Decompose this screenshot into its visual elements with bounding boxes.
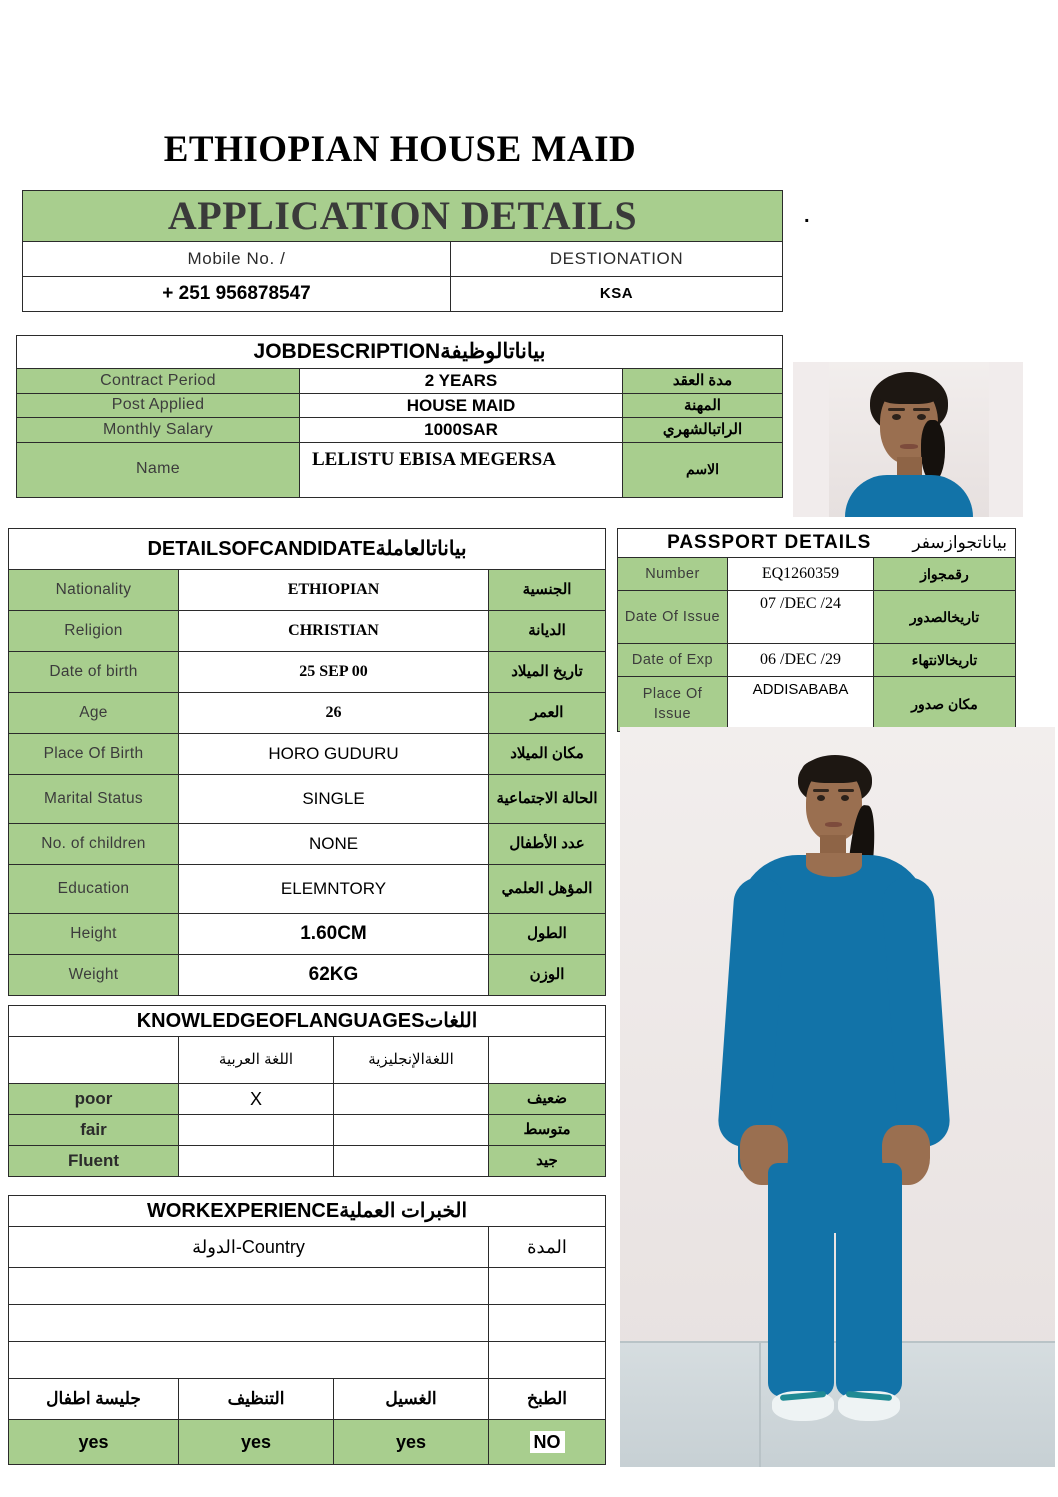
religion-arabic: الديانة	[489, 611, 606, 652]
table-row	[618, 644, 1016, 677]
place-of-issue-arabic: مكان صدور	[874, 677, 1016, 732]
table-row	[9, 652, 606, 693]
religion-label: Religion	[9, 611, 179, 652]
skill-label-babysitting: جليسة اطفال	[9, 1379, 179, 1420]
header-dot: .	[804, 205, 810, 227]
lang-level-fair: fair	[9, 1115, 179, 1146]
contract-period-value: 2 YEARS	[300, 369, 623, 394]
marital-status-label: Marital Status	[9, 775, 179, 824]
education-arabic: المؤهل العلمي	[489, 865, 606, 914]
post-applied-value: HOUSE MAID	[300, 393, 623, 418]
languages-table	[8, 1005, 606, 1177]
name-value: LELISTU EBISA MEGERSA	[300, 442, 623, 497]
table-row	[9, 1115, 606, 1146]
lang-fluent-arabic-mark[interactable]	[179, 1146, 334, 1177]
age-label: Age	[9, 693, 179, 734]
work-duration-entry-2[interactable]	[489, 1305, 606, 1342]
date-of-birth-label: Date of birth	[9, 652, 179, 693]
table-row	[9, 824, 606, 865]
height-value: 1.60CM	[179, 914, 489, 955]
lang-fluent-arabic-label: جيد	[489, 1146, 606, 1177]
candidate-headshot-photo	[793, 362, 1023, 517]
skill-value-cleaning: yes	[179, 1420, 334, 1465]
education-label: Education	[9, 865, 179, 914]
lang-fair-arabic-mark[interactable]	[179, 1115, 334, 1146]
monthly-salary-label: Monthly Salary	[17, 418, 300, 443]
children-count-label: No. of children	[9, 824, 179, 865]
application-details-table	[22, 190, 783, 312]
age-arabic: العمر	[489, 693, 606, 734]
place-of-birth-arabic: مكان الميلاد	[489, 734, 606, 775]
skill-label-cooking: الطبخ	[489, 1379, 606, 1420]
table-row	[17, 418, 783, 443]
table-row	[9, 1342, 606, 1379]
skill-value-cooking-cell	[489, 1420, 606, 1465]
height-label: Height	[9, 914, 179, 955]
table-row-name	[17, 442, 783, 497]
date-of-expiry-value: 06 /DEC /29	[728, 644, 874, 677]
table-row	[9, 914, 606, 955]
nationality-label: Nationality	[9, 570, 179, 611]
job-description-table	[16, 335, 783, 498]
lang-poor-english-mark[interactable]	[334, 1084, 489, 1115]
table-row	[9, 1146, 606, 1177]
application-details-banner: APPLICATION DETAILS	[23, 191, 783, 242]
education-value: ELEMNTORY	[179, 865, 489, 914]
name-arabic: الاسم	[623, 442, 783, 497]
passport-title-english: PASSPORT DETAILS	[667, 532, 872, 554]
work-duration-entry-3[interactable]	[489, 1342, 606, 1379]
lang-col-blank-right	[489, 1037, 606, 1084]
passport-number-label: Number	[618, 558, 728, 591]
skill-label-cleaning: التنظيف	[179, 1379, 334, 1420]
languages-title: KNOWLEDGEOFLANGUAGESاللغات	[9, 1006, 606, 1037]
lang-level-fluent: Fluent	[9, 1146, 179, 1177]
date-of-birth-value: 25 SEP 00	[179, 652, 489, 693]
date-of-issue-arabic: تاريخالصدور	[874, 591, 1016, 644]
weight-value: 62KG	[179, 955, 489, 996]
monthly-salary-value: 1000SAR	[300, 418, 623, 443]
children-count-arabic: عدد الأطفال	[489, 824, 606, 865]
place-of-birth-value: HORO GUDURU	[179, 734, 489, 775]
nationality-value: ETHIOPIAN	[179, 570, 489, 611]
age-value: 26	[179, 693, 489, 734]
marital-status-arabic: الحالة الاجتماعية	[489, 775, 606, 824]
contract-period-label: Contract Period	[17, 369, 300, 394]
work-duration-entry-1[interactable]	[489, 1268, 606, 1305]
date-of-birth-arabic: تاريخ الميلاد	[489, 652, 606, 693]
table-row	[9, 693, 606, 734]
job-description-title: JOBDESCRIPTIONبياناتالوظيفة	[17, 336, 783, 369]
table-row	[9, 1227, 606, 1268]
height-arabic: الطول	[489, 914, 606, 955]
date-of-issue-label: Date Of Issue	[618, 591, 728, 644]
work-col-duration: المدة	[489, 1227, 606, 1268]
date-of-expiry-label: Date of Exp	[618, 644, 728, 677]
lang-fair-english-mark[interactable]	[334, 1115, 489, 1146]
date-of-issue-value: 07 /DEC /24	[728, 591, 874, 644]
work-experience-table	[8, 1195, 606, 1465]
table-row	[9, 865, 606, 914]
lang-level-poor: poor	[9, 1084, 179, 1115]
passport-title-arabic: بياناتجوازسفر	[912, 533, 1008, 553]
table-row	[17, 393, 783, 418]
skill-value-washing: yes	[334, 1420, 489, 1465]
candidate-details-title: DETAILSOFCANDIDATEبياناتالعاملة	[9, 529, 606, 570]
place-of-issue-label: Place Of Issue	[618, 677, 728, 732]
nationality-arabic: الجنسية	[489, 570, 606, 611]
lang-col-blank-left	[9, 1037, 179, 1084]
date-of-expiry-arabic: تاريخالانتهاء	[874, 644, 1016, 677]
table-row	[9, 775, 606, 824]
place-of-issue-value: ADDISABABA	[728, 677, 874, 732]
work-country-entry-2[interactable]	[9, 1305, 489, 1342]
monthly-salary-arabic: الراتبالشهري	[623, 418, 783, 443]
lang-col-english: اللغةالإنجليزية	[334, 1037, 489, 1084]
work-col-country: Country-الدولة	[9, 1227, 489, 1268]
destination-value: KSA	[451, 277, 783, 312]
table-row	[9, 1037, 606, 1084]
contract-period-arabic: مدة العقد	[623, 369, 783, 394]
lang-col-arabic: اللغة العربية	[179, 1037, 334, 1084]
place-of-birth-label: Place Of Birth	[9, 734, 179, 775]
work-country-entry-1[interactable]	[9, 1268, 489, 1305]
table-row	[618, 591, 1016, 644]
work-experience-title: WORKEXPERIENCEالخبرات العملية	[9, 1196, 606, 1227]
skill-value-cooking: NO	[530, 1431, 565, 1453]
lang-fair-arabic-label: متوسط	[489, 1115, 606, 1146]
passport-details-title	[618, 529, 1016, 558]
religion-value: CHRISTIAN	[179, 611, 489, 652]
mobile-number-label: Mobile No. /	[23, 242, 451, 277]
table-row	[9, 734, 606, 775]
table-row	[9, 1084, 606, 1115]
page-title: ETHIOPIAN HOUSE MAID	[163, 129, 637, 170]
post-applied-label: Post Applied	[17, 393, 300, 418]
name-label: Name	[17, 442, 300, 497]
skill-label-washing: الغسيل	[334, 1379, 489, 1420]
passport-details-table	[617, 528, 1016, 732]
post-applied-arabic: المهنة	[623, 393, 783, 418]
table-row	[618, 677, 1016, 732]
marital-status-value: SINGLE	[179, 775, 489, 824]
table-row	[17, 369, 783, 394]
skill-value-babysitting: yes	[9, 1420, 179, 1465]
skills-header-row	[9, 1379, 606, 1420]
lang-poor-arabic-mark[interactable]: X	[179, 1084, 334, 1115]
children-count-value: NONE	[179, 824, 489, 865]
table-row	[9, 611, 606, 652]
destination-label: DESTIONATION	[451, 242, 783, 277]
lang-poor-arabic-label: ضعيف	[489, 1084, 606, 1115]
passport-number-arabic: رقمجواز	[874, 558, 1016, 591]
work-country-entry-3[interactable]	[9, 1342, 489, 1379]
skills-value-row	[9, 1420, 606, 1465]
weight-arabic: الوزن	[489, 955, 606, 996]
table-row	[9, 955, 606, 996]
table-row	[9, 1268, 606, 1305]
candidate-details-table	[8, 528, 606, 996]
lang-fluent-english-mark[interactable]	[334, 1146, 489, 1177]
table-row	[9, 570, 606, 611]
table-row	[618, 558, 1016, 591]
passport-number-value: EQ1260359	[728, 558, 874, 591]
table-row	[9, 1305, 606, 1342]
candidate-full-body-photo	[620, 727, 1055, 1467]
mobile-number-value: + 251 956878547	[23, 277, 451, 312]
weight-label: Weight	[9, 955, 179, 996]
